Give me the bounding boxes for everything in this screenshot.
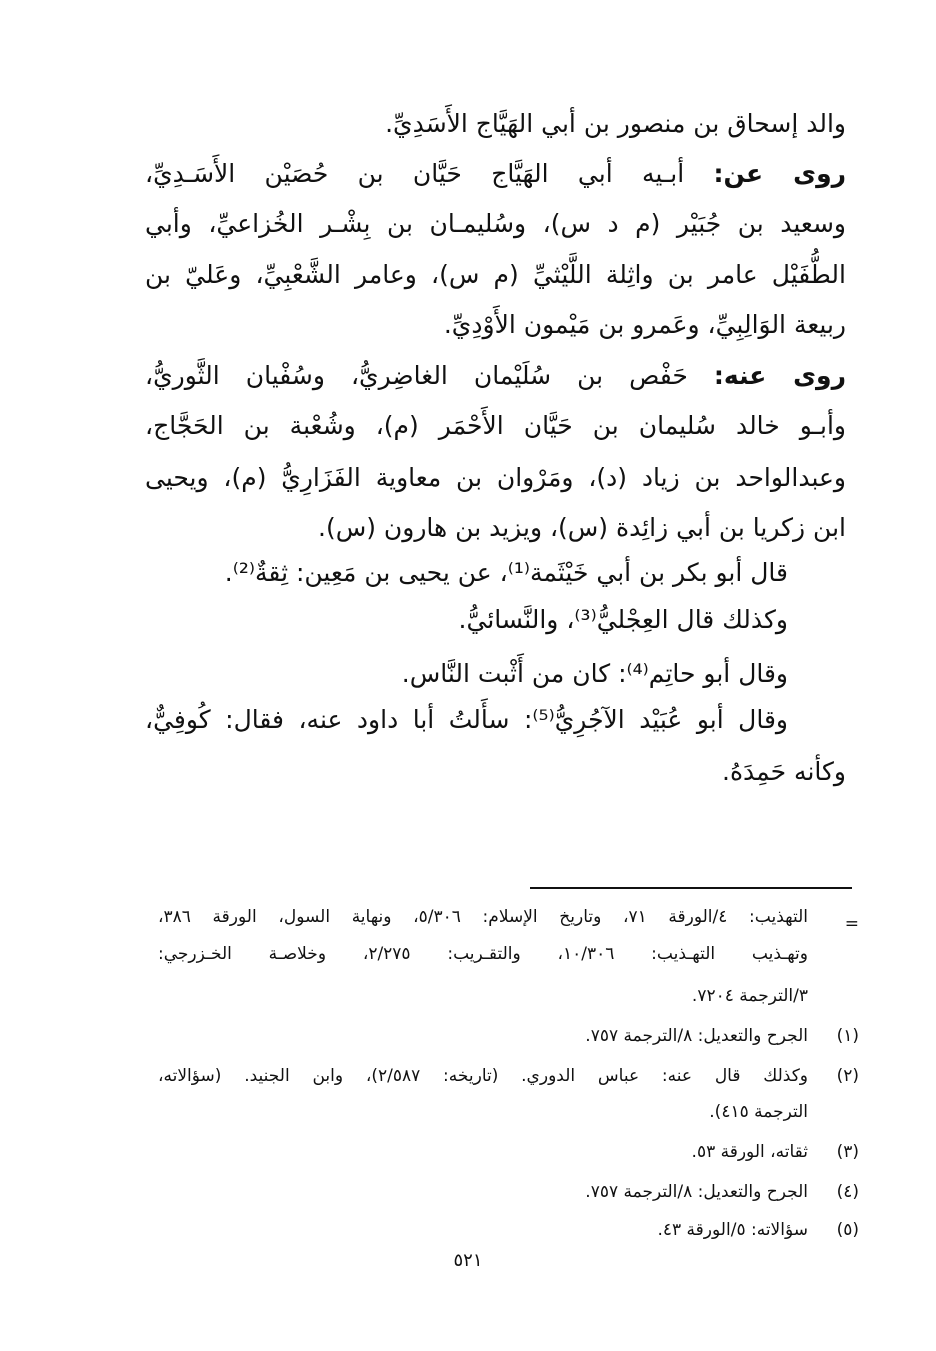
footnote-text: وكذلك قال عنه: عباس الدوري. (تاريخه: ٢/٥٨٧)، وابن الجنيد. (سؤالاته، xyxy=(158,1066,809,1086)
footnote-continuation-line: التهذيب: ٤/الورقة ٧١، وتاريخ الإسلام: ٥/٣٠٦، ونهاية السول، الورقة ٣٨٦، xyxy=(158,907,808,927)
body-line-8: وعبدالواحد بن زياد (د)، ومَرْوان بن معاوية الفَزَارِيُّ (م)، ويحيى xyxy=(145,463,846,492)
narrated-by-label: روى عنه: xyxy=(713,361,846,390)
body-line-2-text: أبـيه أبي الهَيَّاج حَيَّان بن حُصَيْن الأَسَـدِيِّ، xyxy=(145,159,714,188)
footnote-text: الترجمة ٤١٥). xyxy=(709,1102,808,1122)
body-line-10: قال أبو بكر بن أبي خَيْثَمة⁽¹⁾، عن يحيى بن مَعِين: ثِقةٌ⁽²⁾. xyxy=(224,558,788,587)
footnote-number: (٥) xyxy=(836,1220,859,1240)
body-line-11: وكذلك قال العِجْليُّ⁽³⁾، والنَّسائيُّ. xyxy=(458,605,788,634)
body-line-9: ابن زكريا بن أبي زائِدة (س)، ويزيد بن هارون (س). xyxy=(318,513,846,542)
footnote-number: (٤) xyxy=(836,1182,859,1202)
footnote-text: ثقاته، الورقة ٥٣. xyxy=(691,1142,808,1162)
footnote-continuation-line: ٣/الترجمة ٧٢٠٤. xyxy=(691,986,808,1006)
body-line-2 xyxy=(145,154,846,194)
footnote-text: سؤالاته: ٥/الورقة ٤٣. xyxy=(657,1220,808,1240)
body-line-12: وقال أبو حاتِم⁽⁴⁾: كان من أَثْبت النَّاس. xyxy=(401,659,788,688)
body-line-1: والد إسحاق بن منصور بن أبي الهَيَّاج الأَسَدِيِّ. xyxy=(385,109,846,138)
footnote-continuation-line: وتهـذيب التهـذيب: ١٠/٣٠٦، والتقـريب: ٢/٢٧٥، وخلاصـة الخـزرجي: xyxy=(158,944,808,964)
body-line-6-text: حَفْص بن سُلَيْمان الغاضِريُّ، وسُفْيان الثَّوريُّ، xyxy=(145,361,714,390)
narrated-from-label: روى عن: xyxy=(713,159,846,188)
footnote-text: الجرح والتعديل: ٨/الترجمة ٧٥٧. xyxy=(585,1182,808,1202)
body-line-7: وأبـو خالد سُليمان بن حَيَّان الأَحْمَر (م)، وشُعْبة بن الحَجَّاج، xyxy=(145,411,846,440)
footnote-number: (٣) xyxy=(836,1142,859,1162)
body-line-4: الطُّفَيْل عامر بن واثِلة اللَّيْثيِّ (م س)، وعامر الشَّعْبِيِّ، وعَليّ بن xyxy=(145,260,846,289)
body-line-13: وقال أبو عُبَيْد الآجُرِيُّ⁽⁵⁾: سأَلتُ أبا داود عنه، فقال: كُوفِيٌّ، xyxy=(145,705,788,734)
body-line-14: وكأنه حَمِدَهُ. xyxy=(722,757,846,786)
body-line-6 xyxy=(145,356,846,396)
footnote-continuation-mark: = xyxy=(844,914,859,934)
footnote-number: (٢) xyxy=(836,1066,859,1086)
body-line-5: ربيعة الوَالِبِيِّ، وعَمرو بن مَيْمون الأَوْدِيِّ. xyxy=(443,310,846,339)
page-number: ٥٢١ xyxy=(453,1250,483,1271)
body-line-3: وسعيد بن جُبَيْر (م د س)، وسُليمـان بن بِشْـر الخُزاعيِّ، وأبي xyxy=(145,209,846,238)
footnote-number: (١) xyxy=(836,1026,859,1046)
footnote-separator xyxy=(530,887,852,889)
footnote-text: الجرح والتعديل: ٨/الترجمة ٧٥٧. xyxy=(585,1026,808,1046)
